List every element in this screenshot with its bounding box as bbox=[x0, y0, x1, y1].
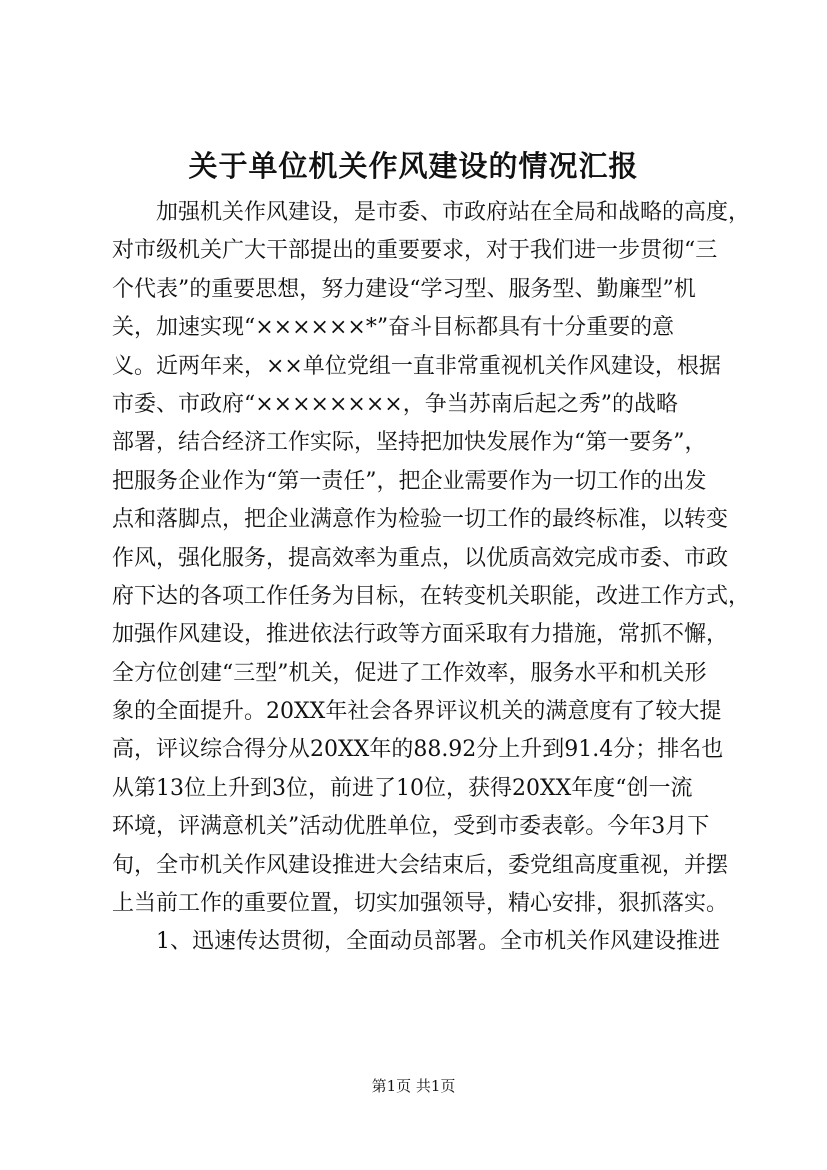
paragraph-line: 对市级机关广大干部提出的重要要求，对于我们进一步贯彻“三 bbox=[112, 238, 718, 264]
paragraph-line: 象的全面提升。20XX年社会各界评议机关的满意度有了较大提 bbox=[112, 699, 722, 725]
paragraph-line: 1、迅速传达贯彻，全面动员部署。全市机关作风建设推进 bbox=[156, 929, 720, 955]
paragraph-line: 点和落脚点，把企业满意作为检验一切工作的最终标准，以转变 bbox=[112, 507, 729, 533]
paragraph-line: 旬，全市机关作风建设推进大会结束后，委党组高度重视，并摆 bbox=[112, 852, 729, 878]
document-body bbox=[112, 194, 751, 962]
paragraph-line: 作风，强化服务，提高效率为重点，以优质高效完成市委、市政 bbox=[112, 545, 729, 571]
paragraph-line: 高，评议综合得分从20XX年的88.92分上升到91.4分；排名也 bbox=[112, 737, 724, 763]
paragraph-line: 把服务企业作为“第一责任”，把企业需要作为一切工作的出发 bbox=[112, 468, 707, 494]
paragraph-line: 个代表”的重要思想，努力建设“学习型、服务型、勤廉型”机 bbox=[112, 276, 696, 302]
paragraph-line: 部署，结合经济工作实际，坚持把加快发展作为“第一要务”， bbox=[112, 430, 707, 456]
document-title: 关于单位机关作风建设的情况汇报 bbox=[188, 149, 639, 183]
page-footer: 第1页 共1页 bbox=[371, 1077, 456, 1095]
paragraph-line: 加强机关作风建设，是市委、市政府站在全局和战略的高度， bbox=[156, 200, 751, 225]
paragraph-line: 市委、市政府“××××××××，争当苏南后起之秀”的战略 bbox=[112, 391, 678, 417]
paragraph-line: 府下达的各项工作任务为目标，在转变机关职能，改进工作方式， bbox=[112, 583, 751, 609]
paragraph-line: 义。近两年来，××单位党组一直非常重视机关作风建设，根据 bbox=[112, 353, 721, 379]
paragraph-line: 从第13位上升到3位，前进了10位，获得20XX年度“创一流 bbox=[112, 775, 693, 801]
paragraph-line: 环境，评满意机关”活动优胜单位，受到市委表彰。今年3月下 bbox=[112, 814, 710, 840]
paragraph-line: 全方位创建“三型”机关，促进了工作效率，服务水平和机关形 bbox=[112, 660, 707, 686]
paragraph-line: 上当前工作的重要位置，切实加强领导，精心安排，狠抓落实。 bbox=[112, 891, 729, 917]
paragraph-line: 关，加速实现“××××××*”奋斗目标都具有十分重要的意 bbox=[112, 315, 675, 341]
paragraph-line: 加强作风建设，推进依法行政等方面采取有力措施，常抓不懈， bbox=[112, 622, 729, 648]
